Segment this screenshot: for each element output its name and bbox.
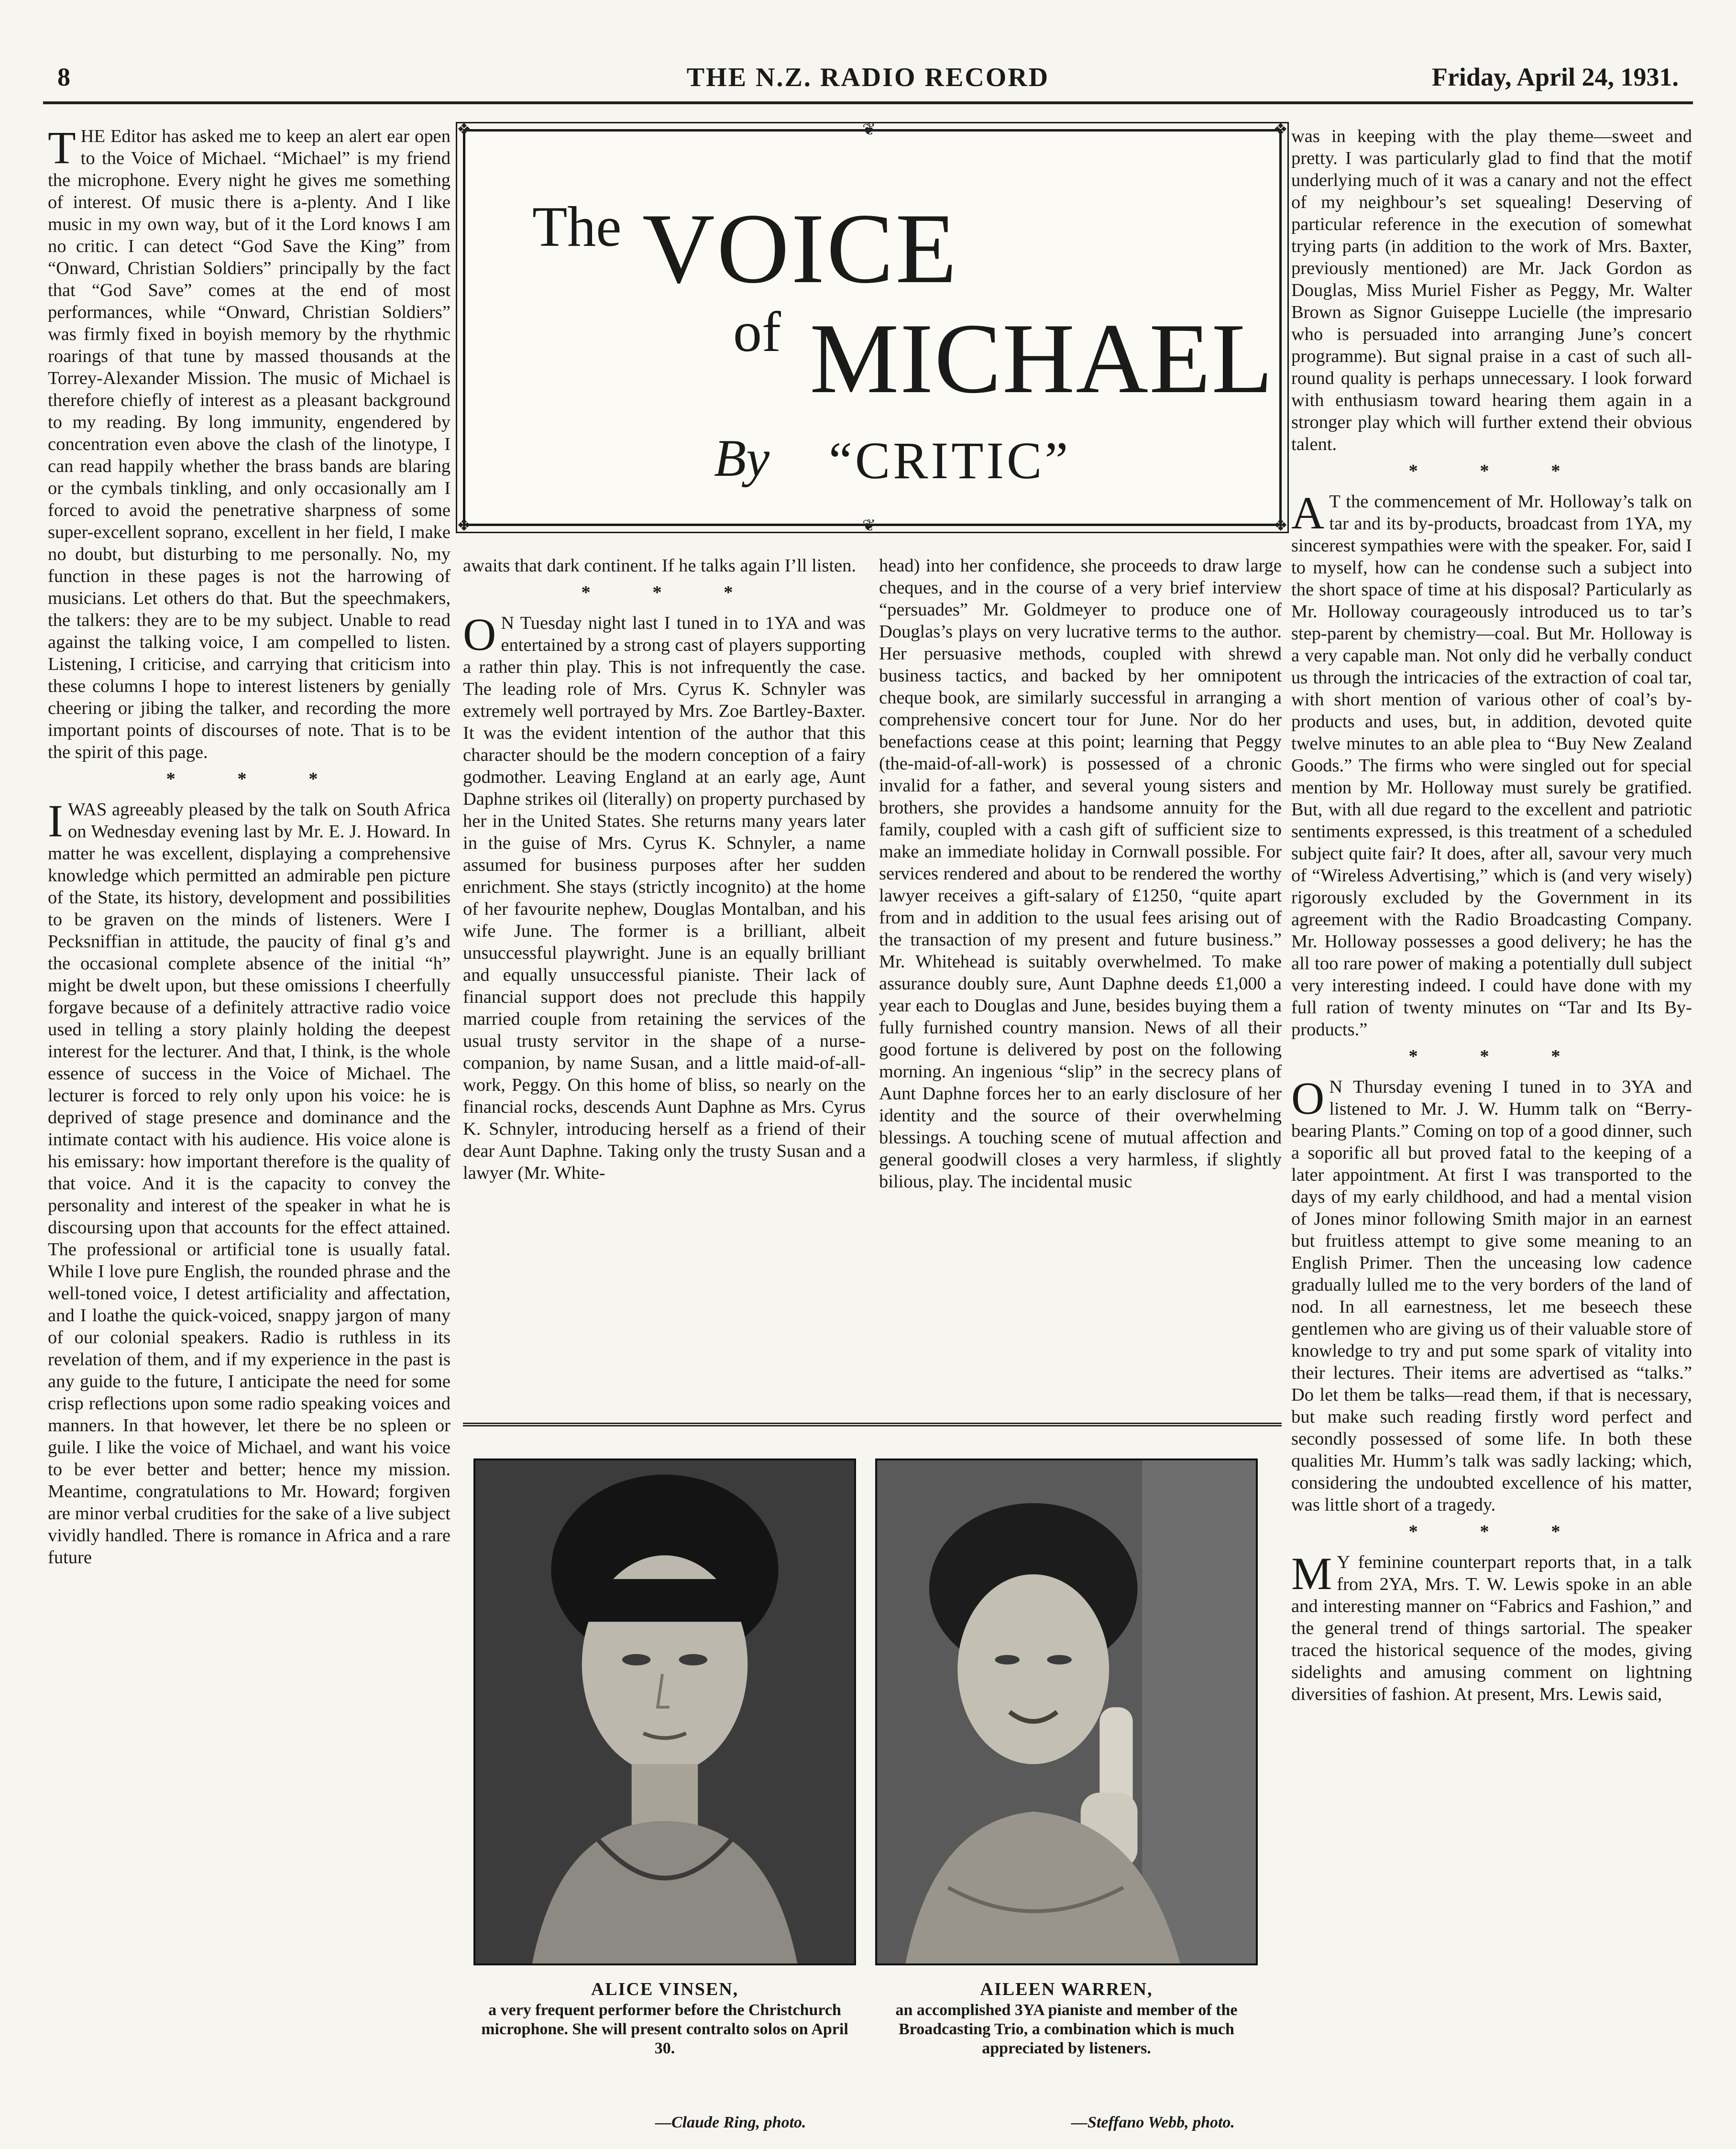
corner-ornament-icon: ❖	[457, 120, 472, 139]
column-2	[463, 555, 866, 1415]
caption-text: a very frequent performer before the Christchurch microphone. She will present contralto solos on April 30.	[481, 2001, 848, 2057]
play-review-continued-paragraph: head) into her confidence, she proceeds to draw large cheques, and in the course of a very brief interview “persuades” Mr. Goldmeyer to produce one of Douglas’s plays on very lucrative terms to the author. Her persuasive methods, coupled with shrewd business tactics, and backed by her omnipotent cheque book, are similarly successful in arranging a comprehensive concert tour for June. Nor do her benefactions cease at this point; learning that Peggy (the-maid-of-all-work) is possessed of a chronic invalid for a father, and several young sisters and brothers, she provides a handsome annuity for the family, coupled with a cash gift of sufficient size to make an immediate holiday in Cornwall possible. For services rendered and about to be rendered the worthy lawyer receives a gift-salary of £1250, “quite apart from and in addition to the usual fees arising out of the transaction of my present and future business.” Mr. Whitehead is suitably overwhelmed. To make assurance doubly sure, Aunt Daphne deeds £1,000 a year each to Douglas and June, besides buying them a fully furnished country mansion. News of all their good fortune is delivered by post on the following morning. An ingenious “slip” in the secrecy plans of Aunt Daphne forces her to an early disclosure of her identity and the source of their overwhelming blessings. A touching scene of mutual affection and general goodwill closes a very harmless, if slightly bilious, play. The incidental music	[879, 556, 1282, 1192]
byline-by: By	[714, 429, 770, 487]
photo-section-rule	[463, 1423, 1282, 1426]
corner-ornament-icon: ❖	[1273, 120, 1288, 139]
headline-voice: VOICE	[642, 193, 959, 304]
top-ornament-icon: ❦	[862, 120, 876, 139]
headline-of: of	[733, 300, 781, 363]
headline-michael: MICHAEL	[810, 303, 1274, 414]
photo-credit-1: —Claude Ring, photo.	[655, 2114, 806, 2131]
photo-credit-2: —Steffano Webb, photo.	[1071, 2114, 1235, 2131]
section-separator: * * *	[1408, 461, 1589, 481]
portrait-photo-aileen-warren	[875, 1458, 1258, 1965]
portrait-photo-alice-vinsen	[473, 1458, 856, 1965]
issue-date: Friday, April 24, 1931.	[1431, 63, 1679, 91]
corner-ornament-icon: ❖	[457, 516, 472, 535]
section-separator: * * *	[1408, 1046, 1589, 1066]
byline-author: “CRITIC”	[829, 431, 1071, 490]
column-1	[48, 125, 450, 2129]
column-3	[879, 555, 1282, 1415]
play-review-paragraph: ON Tuesday night last I tuned in to 1YA and was entertained by a strong cast of players supporting a rather thin play. This is not infrequently the case. The leading role of Mrs. Cyrus K. Schnyler was extremely well portrayed by Mrs. Zoe Bartley-Baxter. It was the evident intention of the author that this character should be the modern conception of a fairy godmother. Leaving England at an early age, Aunt Daphne strikes oil (literally) on property purchased by her in the United States. She returns many years later in the guise of Mrs. Cyrus K. Schnyler, a name assumed for business purposes after her sudden enrichment. She stays (strictly incognito) at the home of her favourite nephew, Douglas Montalban, and his wife June. The former is a brilliant, albeit unsuccessful playwright. June is an equally brilliant and equally unsuccessful pianiste. Their lack of financial support does not preclude this happily married couple from retaining the services of the usual trusty servitor in the shape of a nurse-companion, by name Susan, and a little maid-of-all-work, Peggy. On this home of bliss, so nearly on the financial rocks, descends Aunt Daphne as Mrs. Cyrus K. Schnyler, introducing herself as a friend of their dear Aunt Daphne. Taking only the trusty Susan and a lawyer (Mr. White-	[463, 609, 866, 1183]
photo-caption-2	[875, 1980, 1258, 2058]
publication-title: THE N.Z. RADIO RECORD	[686, 63, 1050, 92]
caption-text: an accomplished 3YA pianiste and member of the Broadcasting Trio, a combination which is much appreciated by listeners.	[895, 2001, 1238, 2057]
headline-the: The	[532, 195, 622, 258]
portrait-image	[475, 1460, 854, 1963]
intro-paragraph: THE Editor has asked me to keep an alert ear open to the Voice of Michael. “Michael” is my friend the microphone. Every night he gives me something of interest. Of music there is a-plenty. And I like music in my own way, but of it the Lord knows I am no critic. I can detect “God Save the King” from “Onward, Christian Soldiers” principally by the fact that “God Save” comes at the end of most performances, while “Onward, Christian Soldiers” was firmly fixed in boyish memory by the rhythmic roarings of that tune by massed thousands at the Torrey-Alexander Mission. The music of Michael is therefore chiefly of interest as a pleasant background to my reading. By long immunity, engendered by concentration even above the clash of the linotype, I can read happily whether the brass bands are blaring or the cymbals tinkling, and only occasionally am I forced to avoid the penetrative sharpness of some super-excellent soprano, excellent in her field, I make no doubt, but disturbing to me personally. No, my function in these pages is not the harrowing of musicians. Let others do that. But the speechmakers, the talkers: they are to be my subject. Unable to read against the talking voice, I am compelled to listen. Listening, I criticise, and carrying that criticism into these columns I hope to interest listeners by genially cheering or jibing the talker, and recording the more important points of discourses of note. That is to be the spirit of this page.	[48, 125, 450, 762]
fashion-talk-paragraph: MY feminine counterpart reports that, in a talk from 2YA, Mrs. T. W. Lewis spoke in an able and interesting manner on “Fabrics and Fashion,” and the general trend of things sartorial. The speaker traced the historical sequence of the modes, giving sidelights and amusing comment on lightning diversities of fashion. At present, Mrs. Lewis said,	[1291, 1548, 1692, 1704]
masthead	[38, 62, 1698, 105]
corner-ornament-icon: ❖	[1273, 516, 1288, 535]
portrait-image	[877, 1460, 1256, 1963]
caption-name: AILEEN WARREN,	[980, 1979, 1153, 1999]
photo-caption-1	[473, 1980, 856, 2058]
section-separator: * * *	[1408, 1522, 1589, 1542]
south-africa-talk-paragraph: IWAS agreeably pleased by the talk on South Africa on Wednesday evening last by Mr. E. J. Howard. In matter he was excellent, displaying a comprehensive knowledge which permitted an admirable pen picture of the State, its history, development and possibilities to be graven on the minds of listeners. Were I Pecksniffian in attitude, the paucity of final g’s and the occasional complete absence of the initial “h” might be dwelt upon, but these omissions I cheerfully forgave because of a definitely attractive radio voice used in telling a story plainly holding the deepest interest for the lecturer. And that, I think, is the whole essence of success in the Voice of Michael. The lecturer is forced to rely only upon his voice: he is deprived of stage presence and dominance and the intimate contact with his audience. His voice alone is his emissary: how important therefore is the quality of that voice. And it is the capacity to convey the personality and interest of the speaker in what he is discoursing upon that accounts for the effect attained. The professional or artificial tone is usually fatal. While I love pure English, the rounded phrase and the well-toned voice, I detest artificiality and affectation, and I loathe the quick-voiced, snappy jargon of many of our colonial speakers. Radio is ruthless in its revelation of them, and if my experience in the past is any guide to the future, I anticipate the need for some crisp reflections upon some radio speaking voices and manners. In that however, let there be no spleen or guile. I like the voice of Michael, and want his voice to be ever better and better; hence my mission. Meantime, congratulations to Mr. Howard; forgiven are minor verbal crudities for the sake of a live subject vividly handled. There is romance in Africa and a rare future	[48, 795, 450, 1568]
caption-name: ALICE VINSEN,	[591, 1979, 739, 1999]
bottom-ornament-icon: ❦	[862, 516, 876, 535]
berry-talk-paragraph: ON Thursday evening I tuned in to 3YA and listened to Mr. J. W. Humm talk on “Berry-bearing Plants.” Coming on top of a good dinner, such a soporific all but proved fatal to the keeping of a later appointment. At first I was transported to the days of my early childhood, and had a mental vision of Jones minor following Smith major in an earnest but fruitless attempt to give some meaning to an English Primer. Then the unceasing low cadence gradually lulled me to the very borders of the land of nod. In all earnestness, let me beseech these gentlemen who are giving us of their valuable store of knowledge to try and put some spark of vitality into their lectures. Their items are advertised as “talks.” Do let them be talks—read them, if that is necessary, but make such reading firstly word perfect and secondly possessed of some life. In both these qualities Mr. Humm’s talk was sadly lacking; which, considering the undoubted excellence of his matter, was little short of a tragedy.	[1291, 1073, 1692, 1515]
column-4	[1291, 125, 1692, 2129]
tar-talk-paragraph: AT the commencement of Mr. Holloway’s talk on tar and its by-products, broadcast from 1YA, my sincerest sympathies were with the speaker. For, said I to myself, how can he condense such a subject into the short space of time at his disposal? Particularly as Mr. Holloway courageously introduced us to tar’s step-parent by chemistry—coal. But Mr. Holloway is a very capable man. Not only did he verbally conduct us through the intricacies of the extraction of coal tar, with short mention of various other of coal’s by-products and uses, but, in addition, devoted quite twelve minutes to an able plea to “Buy New Zealand Goods.” The firms who were singled out for special mention by Mr. Holloway must surely be gratified. But, with all due regard to the excellent and patriotic sentiments expressed, is this treatment of a scheduled subject quite fair? It does, after all, savour very much of “Wireless Advertising,” which is (and very wisely) rigorously excluded by the Government in its agreement with the Radio Broadcasting Company. Mr. Holloway possesses a good delivery; he has the all too rare power of making a potentially dull subject very interesting indeed. I could have done with my full ration of twenty minutes on “Tar and Its By-products.”	[1291, 487, 1692, 1040]
section-separator: * * *	[166, 769, 347, 789]
section-separator: * * *	[581, 582, 762, 603]
africa-conclusion-paragraph: awaits that dark continent. If he talks again I’ll listen.	[463, 556, 857, 576]
play-review-end-paragraph: was in keeping with the play theme—sweet and pretty. I was particularly glad to find that the motif underlying much of it was a canary and not the effect of my neighbour’s set squealing! Deserving of particular reference in the execution of somewhat trying parts (in addition to the work of Mrs. Baxter, previously mentioned) are Mr. Jack Gordon as Douglas, Miss Muriel Fisher as Peggy, Mr. Walter Brown as Signor Guiseppe Lucielle (the impresario who is persuaded into arranging June’s concert programme). But signal praise in a cast of such all-round quality is perhaps unnecessary. I look forward with enthusiasm toward hearing them again in a stronger play which will further extend their obvious talent.	[1291, 126, 1692, 454]
masthead-rule	[43, 101, 1693, 104]
page-number: 8	[57, 63, 70, 91]
headline-box	[457, 120, 1288, 535]
